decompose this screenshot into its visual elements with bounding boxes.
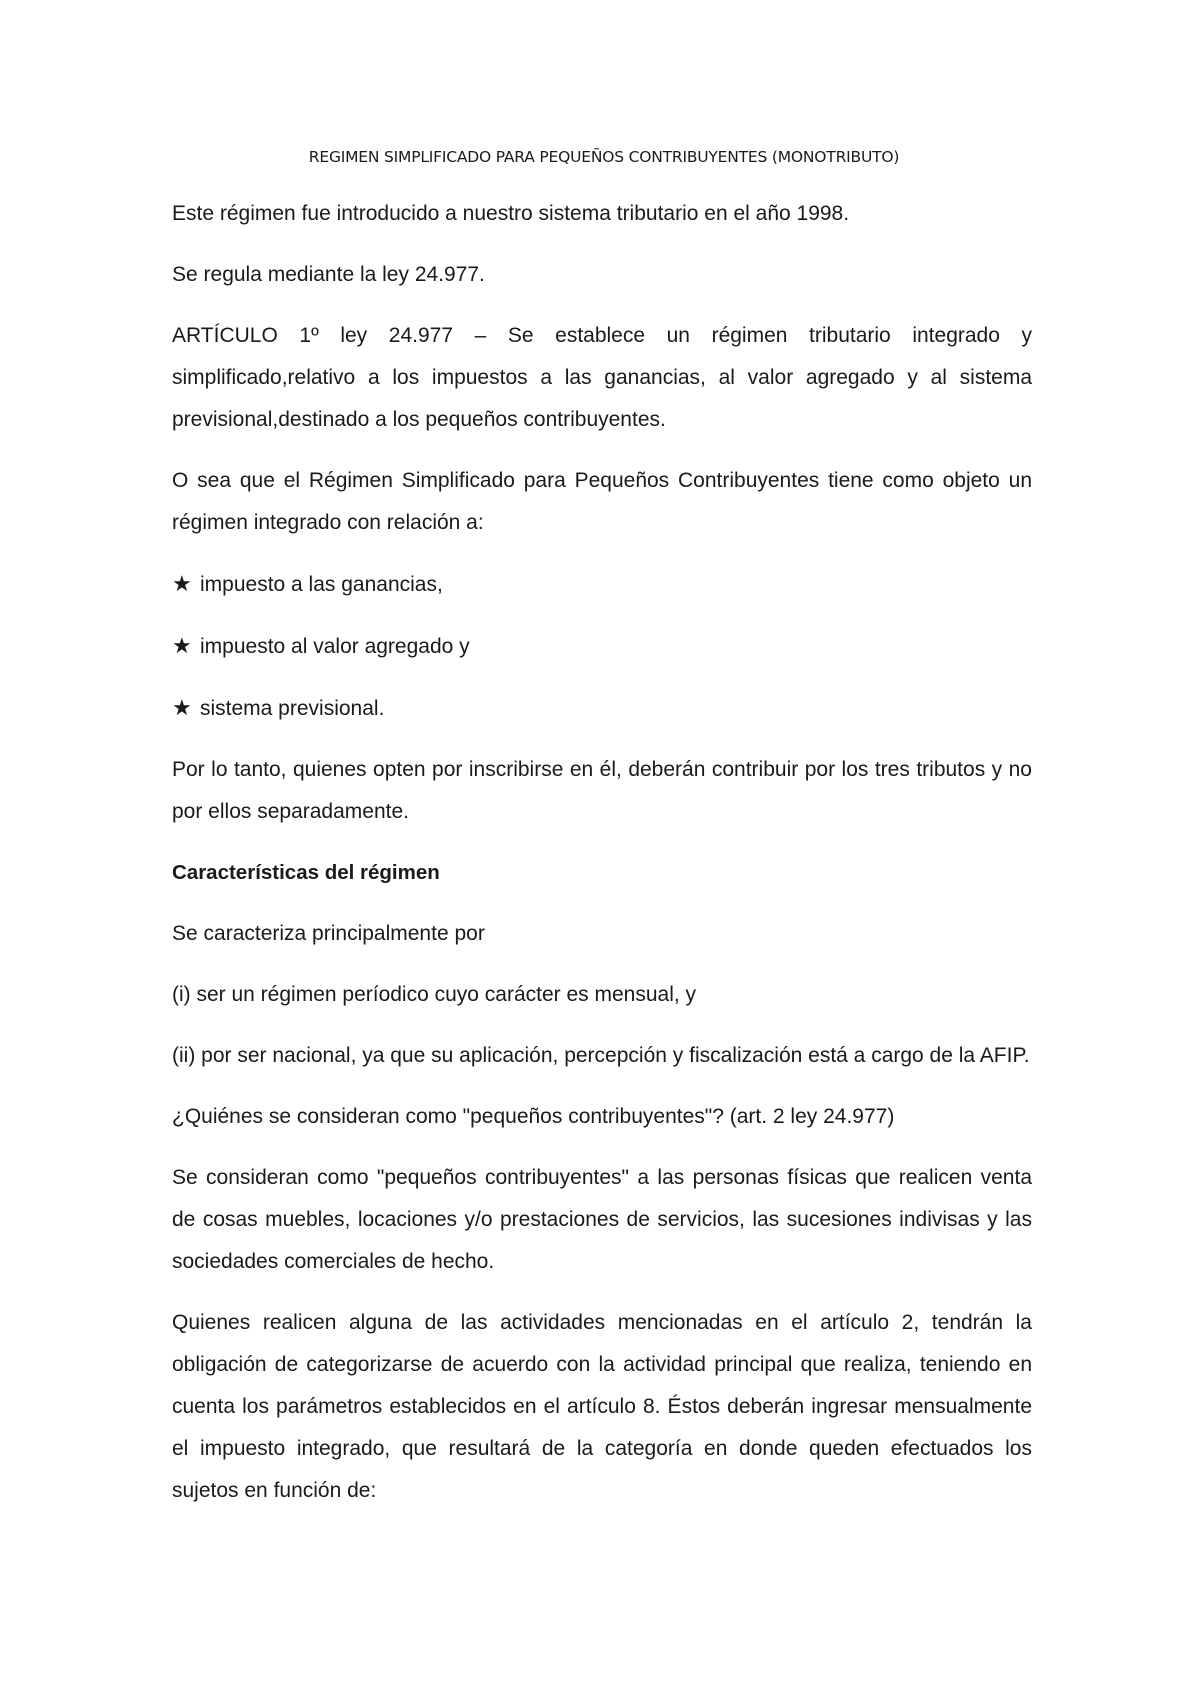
paragraph-obligation: Quienes realicen alguna de las actividades mencionadas en el artículo 2, tendrán la obligación de categorizarse de acuerdo con la actividad principal que realiza, teniendo en cuenta los parámetros establecidos en el artículo 8. Éstos deberán ingresar mensualmente el impuesto integrado, que resultará de la categoría en donde queden efectuados los sujetos en función de: [172, 1311, 1032, 1502]
paragraph-article1: ARTÍCULO 1º ley 24.977 – Se establece un régimen tributario integrado y simplificado,relativo a los impuestos a las ganancias, al valor agregado y al sistema previsional,destinado a los pequeños contribuyentes. [172, 324, 1032, 431]
bullet-item [172, 563, 1032, 606]
bullet-item [172, 687, 1032, 730]
document-title: REGIMEN SIMPLIFICADO PARA PEQUEÑOS CONTRIBUYENTES (MONOTRIBUTO) [308, 148, 900, 166]
document-body [172, 193, 1032, 1531]
paragraph-answer: Se consideran como "pequeños contribuyentes" a las personas físicas que realicen venta de cosas muebles, locaciones y/o prestaciones de servicios, las sucesiones indivisas y las sociedades comerciales de hecho. [172, 1166, 1032, 1273]
bullet-text: impuesto a las ganancias, [200, 573, 443, 596]
bullet-item [172, 625, 1032, 668]
paragraph-intro: Este régimen fue introducido a nuestro sistema tributario en el año 1998. [172, 202, 850, 225]
paragraph-characterized: Se caracteriza principalmente por [172, 922, 485, 945]
paragraph-object: O sea que el Régimen Simplificado para Pequeños Contribuyentes tiene como objeto un régimen integrado con relación a: [172, 469, 1032, 534]
bullet-text: sistema previsional. [200, 697, 385, 720]
star-icon: ★ [172, 633, 192, 658]
paragraph-question: ¿Quiénes se consideran como "pequeños contribuyentes"? (art. 2 ley 24.977) [172, 1105, 895, 1128]
star-icon: ★ [172, 695, 192, 720]
star-icon: ★ [172, 571, 192, 596]
bullet-text: impuesto al valor agregado y [200, 635, 470, 658]
paragraph-item-i: (i) ser un régimen períodico cuyo carácter es mensual, y [172, 983, 697, 1006]
section-heading: Características del régimen [172, 861, 440, 884]
paragraph-law: Se regula mediante la ley 24.977. [172, 263, 485, 286]
paragraph-therefore: Por lo tanto, quienes opten por inscribirse en él, deberán contribuir por los tres tributos y no por ellos separadamente. [172, 758, 1032, 823]
paragraph-item-ii: (ii) por ser nacional, ya que su aplicación, percepción y fiscalización está a cargo de la AFIP. [172, 1044, 1030, 1067]
